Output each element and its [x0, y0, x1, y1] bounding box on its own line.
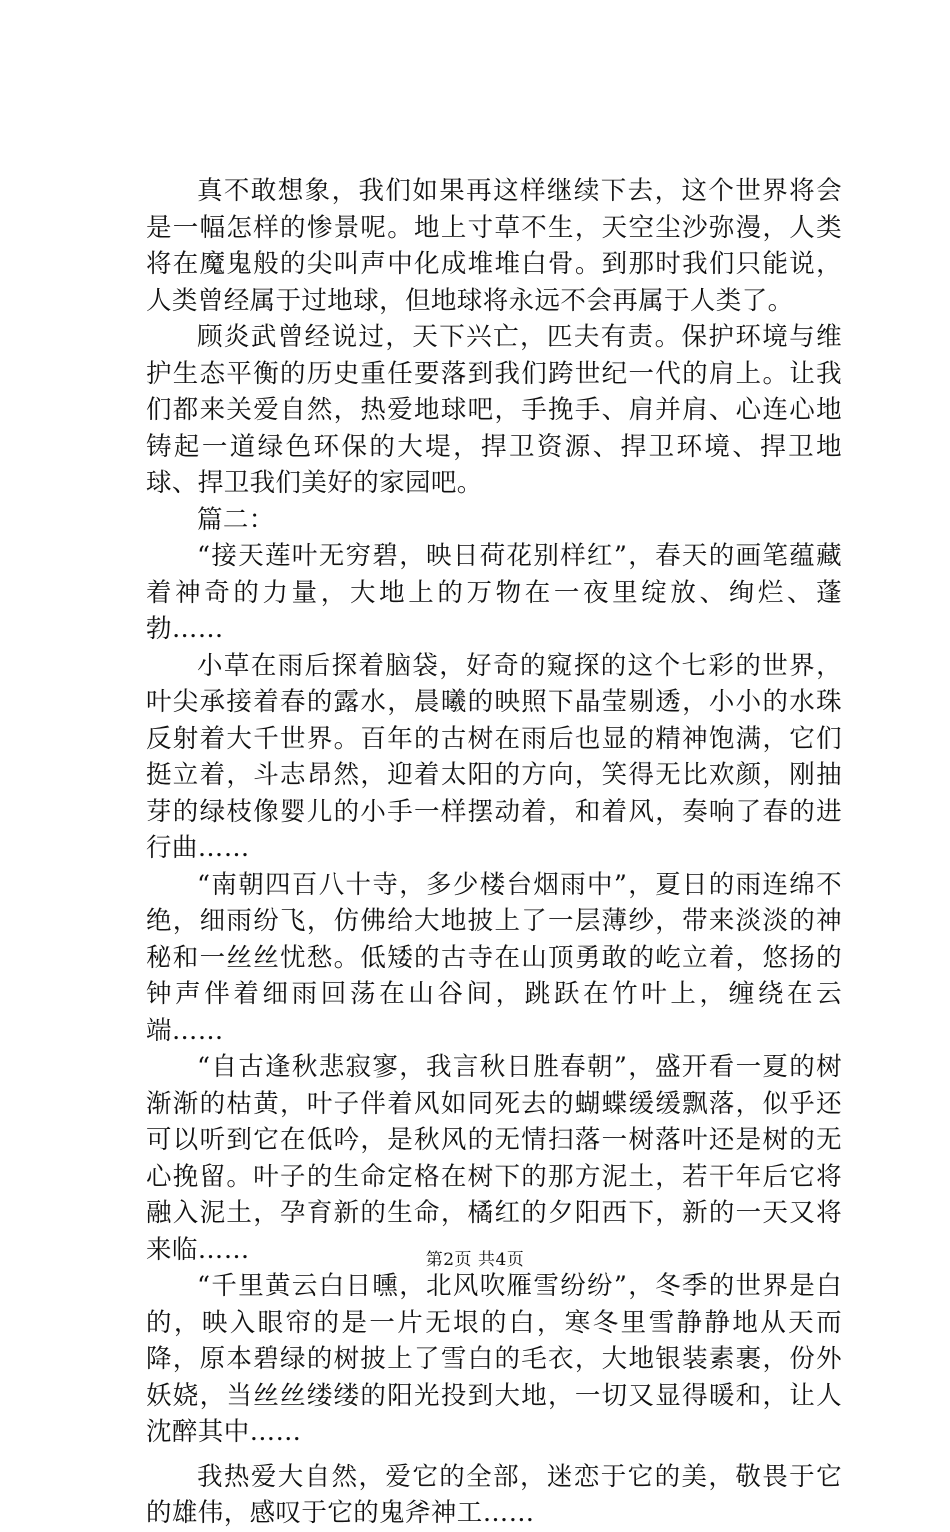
paragraph-spring: 小草在雨后探着脑袋，好奇的窥探的这个七彩的世界，叶尖承接着春的露水，晨曦的映照下晶莹剔透，小小的水珠反射着大千世界。百年的古树在雨后也显的精神饱满，它们挺立着，斗志昂然，迎着太阳的方向，笑得无比欢颜，刚抽芽的绿枝像婴儿的小手一样摆动着，和着风，奏响了春的进行曲…… — [146, 650, 842, 863]
paragraph-spring-intro: “接天莲叶无穷碧，映日荷花别样红”，春天的画笔蕴藏着神奇的力量，大地上的万物在一夜里绽放、绚烂、蓬勃…… — [146, 541, 842, 644]
paragraph-1: 真不敢想象，我们如果再这样继续下去，这个世界将会是一幅怎样的惨景呢。地上寸草不生，天空尘沙弥漫，人类将在魔鬼般的尖叫声中化成堆堆白骨。到那时我们只能说，人类曾经属于过地球，但地球将永远不会再属于人类了。 — [146, 176, 842, 316]
section-heading: 篇二： — [197, 504, 275, 535]
paragraph-conclusion: 我热爱大自然，爱它的全部，迷恋于它的美，敬畏于它的雄伟，感叹于它的鬼斧神工…… — [146, 1461, 842, 1528]
document-body — [146, 173, 842, 1532]
paragraph-autumn: “自古逢秋悲寂寥，我言秋日胜春朝”，盛开看一夏的树渐渐的枯黄，叶子伴着风如同死去的蝴蝶缓缓飘落，似乎还可以听到它在低吟，是秋风的无情扫落一树落叶还是树的无心挽留。叶子的生命定格在树下的那方泥土，若干年后它将融入泥土，孕育新的生命，橘红的夕阳西下，新的一天又将来临…… — [146, 1052, 842, 1265]
page-number: 第2页 共4页 — [425, 1250, 525, 1270]
paragraph-winter: “千里黄云白日曛，北风吹雁雪纷纷”，冬季的世界是白的，映入眼帘的是一片无垠的白，寒冬里雪静静地从天而降，原本碧绿的树披上了雪白的毛衣，大地银装素裹，份外妖娆，当丝丝缕缕的阳光投到大地，一切又显得暖和，让人沈醉其中…… — [146, 1271, 842, 1447]
paragraph-2: 顾炎武曾经说过，天下兴亡，匹夫有责。保护环境与维护生态平衡的历史重任要落到我们跨世纪一代的肩上。让我们都来关爱自然，热爱地球吧，手挽手、肩并肩、心连心地铸起一道绿色环保的大堤，捍卫资源、捍卫环境、捍卫地球、捍卫我们美好的家园吧。 — [146, 322, 842, 498]
paragraph-summer: “南朝四百八十寺，多少楼台烟雨中”，夏日的雨连绵不绝，细雨纷飞，仿佛给大地披上了一层薄纱，带来淡淡的神秘和一丝丝忧愁。低矮的古寺在山顶勇敢的屹立着，悠扬的钟声伴着细雨回荡在山谷间，跳跃在竹叶上，缠绕在云端…… — [146, 869, 842, 1046]
